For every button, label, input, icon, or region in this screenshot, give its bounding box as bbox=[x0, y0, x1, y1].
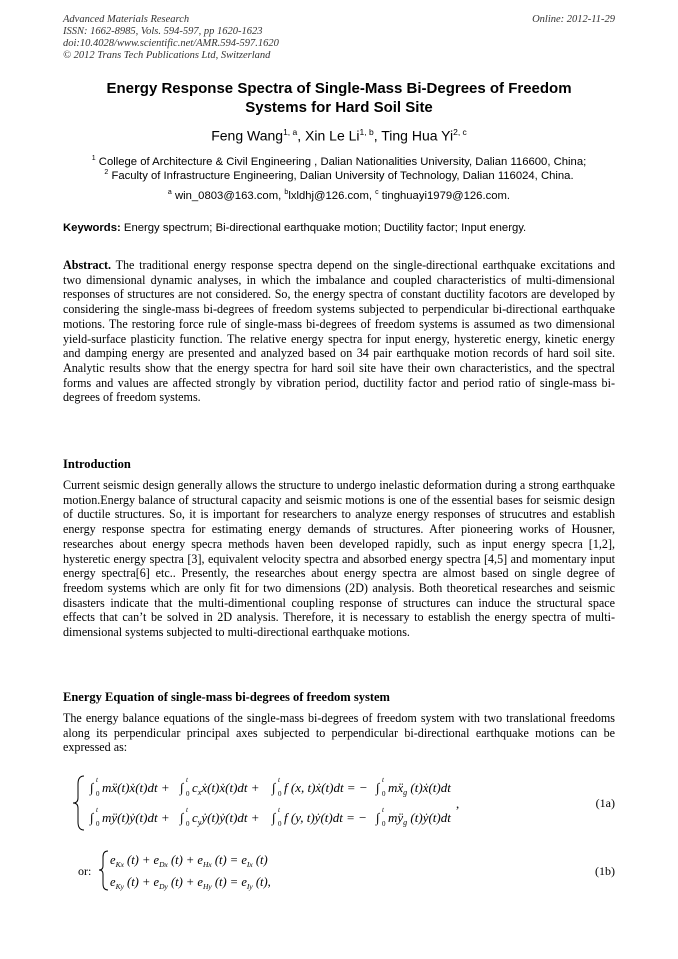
journal-header bbox=[63, 14, 279, 62]
journal-doi: doi:10.4028/www.scientific.net/AMR.594-597.1620 bbox=[63, 38, 279, 49]
svg-text:cxẋ(t)ẋ(t)dt +: $c_xẋ(t)ẋ(t)dt$ + bbox=[192, 780, 260, 797]
keywords-label: Keywords: bbox=[63, 222, 121, 234]
equation-1b-number: (1b) bbox=[595, 864, 615, 878]
svg-text:mÿg (t)ẏ(t)dt: $mÿ_g$ (t)ẏ(t)dt bbox=[388, 810, 451, 827]
svg-text:∫: ∫ bbox=[376, 780, 380, 795]
eq-intro-paragraph: The energy balance equations of the single-mass bi-degrees of freedom system with two translational freedoms along its perpendicular principal axes subjected to perpendicular bi-directional earthquake motions can be expressed as: bbox=[63, 711, 615, 755]
abstract-label: Abstract. bbox=[63, 258, 112, 272]
abstract-text: The traditional energy response spectra depend on the single-directional earthquake excitations and two dimensional dynamic analyses, in which the imbalance and coupled characteristics of multi-dimensional responses of structures are not considered. So, the energy spectra of constant ductility facotors are developed by considering the single-mass bi-degrees of freedom systems subjected to perpendicular bi-directional earthquake motions. The restoring force rule of single-mass bi-degrees of freedom systems is assumed as two dimensional yield-surface plasticity function. The relative energy spectra for input energy, hysteretic energy, kinetic energy and damping energy are presented and analyzed based on 34 pair earthquake motion records of hard soil site. Analytic results show that the energy spectra for hard soil site have their own characteristics, and the spectral forms and values are affected strongly by vibration period, ductility factor and period ratio of single-mass bi-degrees of freedom systems. bbox=[63, 258, 615, 405]
email: lxldhj@126.com bbox=[288, 189, 369, 202]
svg-text:,: , bbox=[456, 796, 460, 811]
title-line-1: Energy Response Spectra of Single-Mass Bi-Degrees of Freedom bbox=[106, 80, 572, 97]
svg-text:t: t bbox=[278, 776, 280, 784]
svg-text:eKx (t) + eDx (t) + eHx (t) =: $e_{Kx}$ $(t) + e_{Dx}$ $(t) + e_{Hx}$ $(t) = e_{Ix}$ (t) bbox=[110, 853, 268, 869]
email: tinghuayi1979@126.com. bbox=[381, 189, 511, 202]
title-line-2: Systems for Hard Soil Site bbox=[245, 98, 433, 116]
svg-text:0: 0 bbox=[186, 820, 190, 828]
keywords bbox=[63, 221, 615, 235]
email-sup: b bbox=[284, 189, 289, 196]
journal-name: Advanced Materials Research bbox=[63, 14, 190, 25]
svg-text:t: t bbox=[96, 776, 98, 784]
svg-text:f (x, t)ẋ(t)dt = −: f (x, t)ẋ(t)dt = − bbox=[284, 780, 368, 795]
svg-text:∫: ∫ bbox=[180, 780, 184, 795]
svg-text:0: 0 bbox=[382, 820, 386, 828]
affiliation-text: Faculty of Infrastructure Engineering, Dalian University of Technology, Dalian 116024, China. bbox=[111, 169, 574, 182]
svg-text:mẍ(t)ẋ(t)dt +: mẍ(t)ẋ(t)dt + bbox=[102, 780, 170, 795]
author-sup: 1, b bbox=[359, 127, 374, 137]
svg-text:0: 0 bbox=[96, 820, 100, 828]
email-list: $^a$ win_0803@163.com, $^b$lxldhj@126.com, $^c$ tinghuayi1979@126.com. bbox=[167, 189, 511, 202]
eq-heading: Energy Equation of single-mass bi-degrees of freedom system bbox=[63, 690, 390, 704]
svg-text:eKy (t) + eDy (t) + eHy (t) =: $e_{Ky}$ $(t) + e_{Dy}$ $(t) + e_{Hy}$ $(t) = e_{Iy}$ (t), bbox=[110, 875, 271, 891]
author-sup: 1, a bbox=[283, 127, 298, 137]
intro-heading: Introduction bbox=[63, 457, 131, 471]
svg-text:mÿ(t)ẏ(t)dt +: mÿ(t)ẏ(t)dt + bbox=[102, 810, 170, 825]
journal-copyright: © 2012 Trans Tech Publications Ltd, Switzerland bbox=[63, 50, 271, 61]
svg-text:cyẏ(t)ẏ(t)dt +: $c_yẏ(t)ẏ(t)dt$ + bbox=[192, 810, 260, 827]
svg-text:∫: ∫ bbox=[272, 810, 276, 825]
affiliation-sup: 1 bbox=[91, 155, 96, 162]
author-name: Ting Hua Yi bbox=[381, 127, 454, 144]
svg-text:t: t bbox=[382, 776, 384, 784]
equation-1b bbox=[96, 848, 316, 894]
journal-issn: ISSN: 1662-8985, Vols. 594-597, pp 1620-1623 bbox=[63, 26, 263, 37]
author-list: Feng Wang$^{1, a}$, Xin Le Li$^{1, b}$, Ting Hua Yi$^{2, c}$ bbox=[211, 127, 467, 144]
equation-1a bbox=[70, 770, 540, 836]
svg-text:t: t bbox=[96, 806, 98, 814]
abstract bbox=[63, 258, 615, 405]
equation-1b-prefix: or: bbox=[78, 864, 92, 878]
email: win_0803@163.com bbox=[174, 189, 279, 202]
svg-text:∫: ∫ bbox=[90, 780, 94, 795]
svg-text:0: 0 bbox=[186, 790, 190, 798]
svg-text:f (y, t)ẏ(t)dt = −: f (y, t)ẏ(t)dt = − bbox=[284, 810, 367, 825]
affiliation-sup: 2 bbox=[104, 169, 109, 176]
svg-text:0: 0 bbox=[278, 790, 282, 798]
svg-text:∫: ∫ bbox=[90, 810, 94, 825]
svg-text:∫: ∫ bbox=[180, 810, 184, 825]
affiliation-text: College of Architecture & Civil Engineering , Dalian Nationalities University, Dalian 116600, China; bbox=[98, 155, 587, 168]
online-date: Online: 2012-11-29 bbox=[532, 14, 615, 25]
equation-1a-number: (1a) bbox=[595, 796, 615, 810]
svg-text:t: t bbox=[186, 776, 188, 784]
svg-text:0: 0 bbox=[278, 820, 282, 828]
intro-paragraph: Current seismic design generally allows the structure to undergo inelastic deformation during a strong earthquake motion.Energy balance of structural capacity and seismic motions is one of the essential bases for seismic design of ductile structures. So, it is important for researchers to analyze energy responses of strucutres and establish energy response spectra for estimating energy demands of structures. After pioneering works of Housner, researches about energy specra methods haven been developed rapidly, such as input energy specra [1,2], hysteretic energy spectra [3], equivalent velocity spectra and absorbed energy spectra [4,5] and momentary input energy spectra[6] etc.. Presently, the researches about energy spectra are almost based on single degree of freedom systems which are only fit for two dimensions (2D) analysis. Both theoretical researches and seismic disasters indicate that the multi-dimentional coupling response of structures can induce the structural space effects that can’t be solved in 2D analysis. Therefore, it is necessary to establish the energy spectra of multi-dimensional systems subjected to multi-directional earthquake motions. bbox=[63, 478, 615, 640]
author-name: Xin Le Li bbox=[305, 127, 360, 144]
paper-title bbox=[63, 80, 615, 117]
keywords-text: Energy spectrum; Bi-directional earthquake motion; Ductility factor; Input energy. bbox=[123, 222, 527, 234]
svg-text:t: t bbox=[278, 806, 280, 814]
author-sup: 2, c bbox=[453, 127, 467, 137]
svg-text:t: t bbox=[186, 806, 188, 814]
author-name: Feng Wang bbox=[211, 127, 284, 144]
svg-text:mẍg (t)ẋ(t)dt: mẍ$_g$ (t)ẋ(t)dt bbox=[388, 780, 451, 797]
svg-text:0: 0 bbox=[382, 790, 386, 798]
email-sup: a bbox=[167, 189, 172, 196]
svg-text:∫: ∫ bbox=[376, 810, 380, 825]
svg-text:t: t bbox=[382, 806, 384, 814]
svg-text:0: 0 bbox=[96, 790, 100, 798]
svg-text:∫: ∫ bbox=[272, 780, 276, 795]
email-sup: c bbox=[375, 189, 379, 196]
affiliation-2 bbox=[63, 166, 615, 183]
